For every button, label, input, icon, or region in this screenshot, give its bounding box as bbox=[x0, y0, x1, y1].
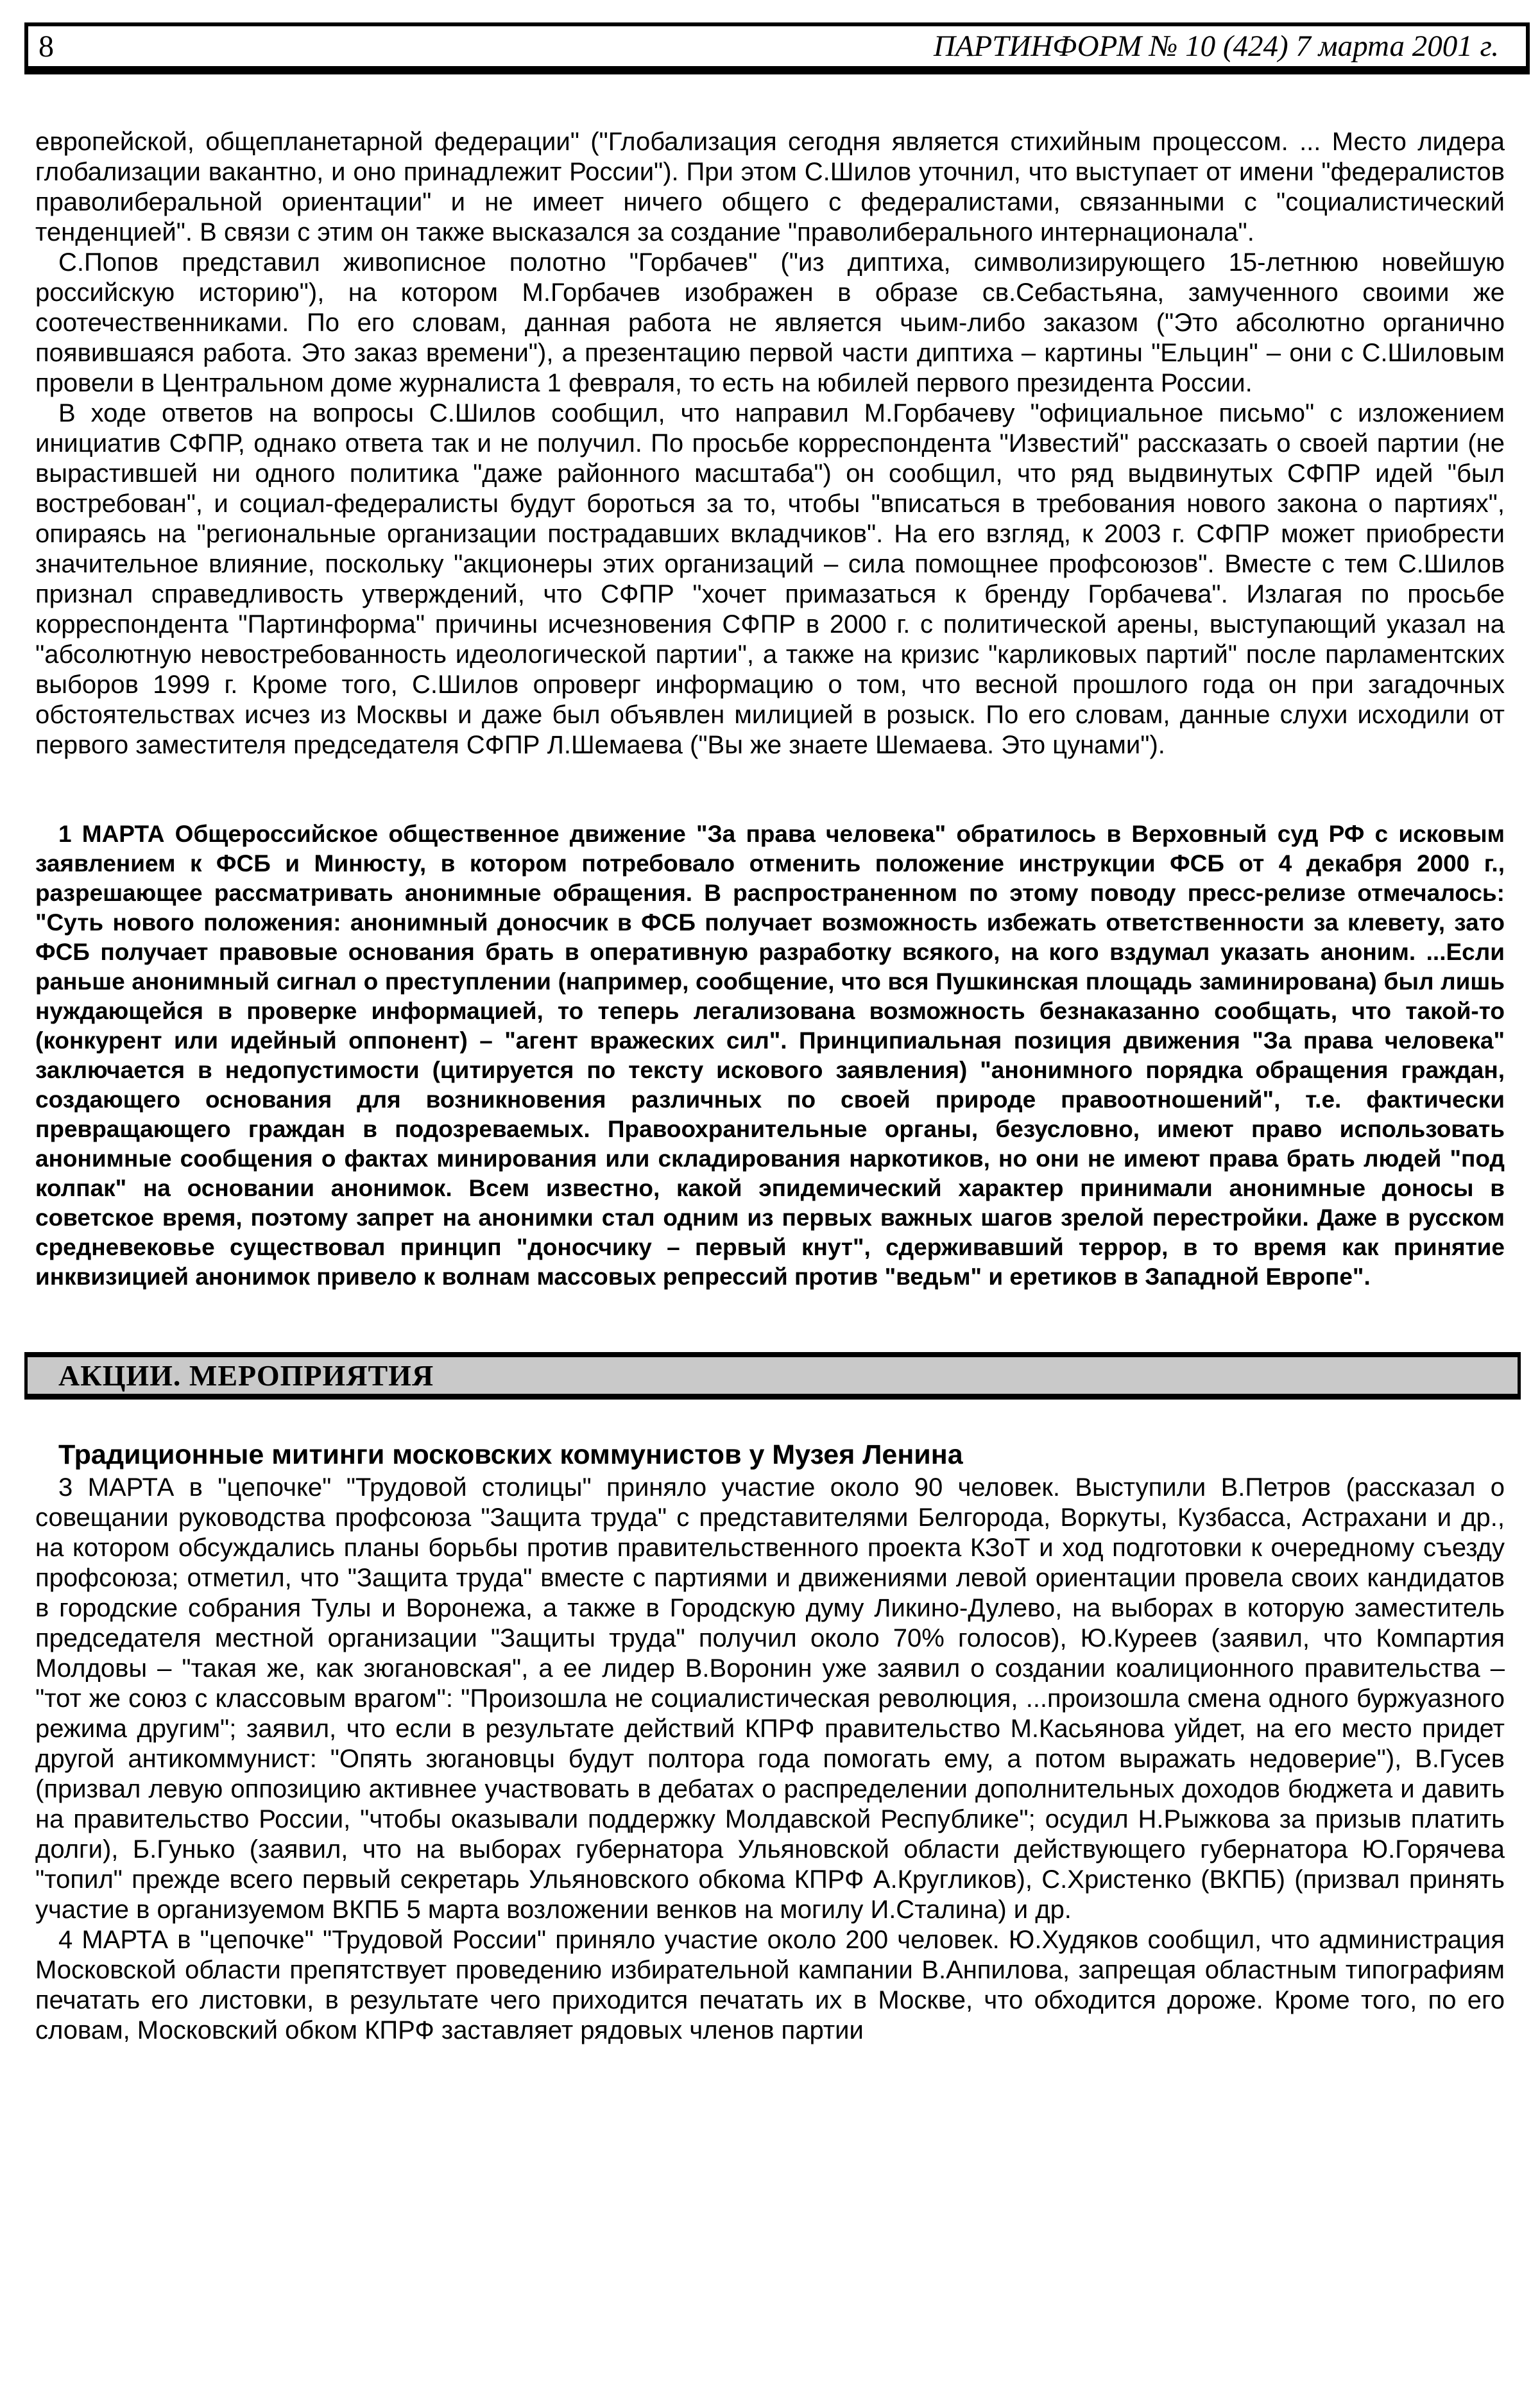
page-header bbox=[24, 22, 1530, 74]
body-paragraph: европейской, общепланетарной федерации" ("Глобализация сегодня является стихийным процессом. ... Место лидера глобализации вакантно, и оно принадлежит России"). При этом С.Шилов уточнил, что выступает от имени "федералистов праволиберальной ориентации" и не имеет ничего общего с федералистами, связанными с "социалистический тенденцией". В связи с этим он также высказался за создание "праволиберального интернационала". bbox=[35, 128, 1505, 246]
body-paragraph: С.Попов представил живописное полотно "Горбачев" ("из диптиха, символизирующего 15-летнюю новейшую российскую историю"), на котором М.Горбачев изображен в образе св.Себастьяна, замученного своими же соотечественниками. По его словам, данная работа не является чьим-либо заказом ("Это абсолютно органично появившаяся работа. Это заказ времени"), а презентацию первой части диптиха – картины "Ельцин" – они с С.Шиловым провели в Центральном доме журналиста 1 февраля, то есть на юбилей первого президента России. bbox=[35, 248, 1505, 397]
bold-news-item: 1 МАРТА Общероссийское общественное движение "За права человека" обратилось в Верховный суд РФ с исковым заявлением к ФСБ и Минюсту, в котором потребовало отменить положение инструкции ФСБ от 4 декабря 2000 г., разрешающее рассматривать анонимные обращения. В распространенном по этому поводу пресс-релизе отмечалось: "Суть нового положения: анонимный доносчик в ФСБ получает возможность избежать ответственности за клевету, зато ФСБ получает правовые основания брать в оперативную разработку всякого, на кого вздумал указать аноним. ...Если раньше анонимный сигнал о преступлении (например, сообщение, что вся Пушкинская площадь заминирована) был лишь нуждающейся в проверке информацией, то теперь легализована возможность безнаказанно сообщать, что такой-то (конкурент или идейный оппонент) – "агент вражеских сил". Принципиальная позиция движения "За права человека" заключается в недопустимости (цитируется по тексту искового заявления) "анонимного порядка обращения граждан, создающего основания для возникновения различных по своей природе правоотношений", т.е. фактически превращающего граждан в подозреваемых. Правоохранительные органы, безусловно, имеют право использовать анонимные сообщения о фактах минирования или складирования наркотиков, но они не имеют права брать людей "под колпак" на основании анонимок. Всем известно, какой эпидемический характер принимали анонимные доносы в советское время, поэтому запрет на анонимки стал одним из первых важных шагов зрелой перестройки. Даже в русском средневековье существовал принцип "доносчику – первый кнут", сдерживавший террор, в то время как принятие инквизицией анонимок привело к волнам массовых репрессий против "ведьм" и еретиков в Западной Европе". bbox=[35, 821, 1505, 1290]
page-number: 8 bbox=[38, 29, 54, 64]
issue-title: ПАРТИНФОРМ № 10 (424) 7 марта 2001 г. bbox=[933, 30, 1499, 63]
section-title: АКЦИИ. МЕРОПРИЯТИЯ bbox=[58, 1359, 434, 1392]
body-paragraph: В ходе ответов на вопросы С.Шилов сообщил, что направил М.Горбачеву "официальное письмо" с изложением инициатив СФПР, однако ответа так и не получил. По просьбе корреспондента "Известий" рассказать о своей партии (не вырастившей ни одного политика "даже районного масштаба") он сообщил, что ряд выдвинутых СФПР идей "был востребован", и социал-федералисты будут бороться за то, чтобы "вписаться в требования нового закона о партиях", опираясь на "региональные организации пострадавших вкладчиков". На его взгляд, к 2003 г. СФПР может приобрести значительное влияние, поскольку "акционеры этих организаций – сила помощнее профсоюзов". Вместе с тем С.Шилов признал справедливость утверждений, что СФПР "хочет примазаться к бренду Горбачева". Излагая по просьбе корреспондента "Партинформа" причины исчезновения СФПР в 2000 г. с политической арены, выступающий указал на "абсолютную невостребованность идеологической партии", а также на кризис "карликовых партий" после парламентских выборов 1999 г. Кроме того, С.Шилов опроверг информацию о том, что весной прошлого года он при загадочных обстоятельствах исчез из Москвы и даже был объявлен милицией в розыск. По его словам, данные слухи исходили от первого заместителя председателя СФПР Л.Шемаева ("Вы же знаете Шемаева. Это цунами"). bbox=[35, 399, 1505, 759]
article-heading: Традиционные митинги московских коммунистов у Музея Ленина bbox=[58, 1439, 963, 1470]
main-text-column bbox=[35, 127, 1505, 2046]
section-header-bar bbox=[24, 1352, 1521, 1400]
article-paragraph: 3 МАРТА в "цепочке" "Трудовой столицы" приняло участие около 90 человек. Выступили В.Петров (рассказал о совещании руководства профсоюза "Защита труда" с представителями Белгорода, Воркуты, Кузбасса, Астрахани и др., на котором обсуждались планы борьбы против правительственного проекта КЗоТ и ход подготовки к очередному съезду профсоюза; отметил, что "Защита труда" вместе с партиями и движениями левой ориентации провела своих кандидатов в городские собрания Тулы и Воронежа, а также в Городскую думу Ликино-Дулево, на выборах в которую заместитель председателя местной организации "Защиты труда" получил около 70% голосов), Ю.Куреев (заявил, что Компартия Молдовы – "такая же, как зюгановская", а ее лидер В.Воронин уже заявил о создании коалиционного правительства – "тот же союз с классовым врагом": "Произошла не социалистическая революция, ...произошла смена одного буржуазного режима другим"; заявил, что если в результате действий КПРФ правительство М.Касьянова уйдет, на его место придет другой антикоммунист: "Опять зюгановцы будут полтора года помогать ему, а потом выражать недоверие"), В.Гусев (призвал левую оппозицию активнее участвовать в дебатах о распределении дополнительных доходов бюджета и давить на правительство России, "чтобы оказывали поддержку Молдавской Республике"; осудил Н.Рыжкова за призыв платить долги), Б.Гунько (заявил, что на выборах губернатора Ульяновской области действующего губернатора Ю.Горячева "топил" прежде всего первый секретарь Ульяновского обкома КПРФ А.Кругликов), С.Христенко (ВКПБ) (призвал принять участие в организуемом ВКПБ 5 марта возложении венков на могилу И.Сталина) и др. bbox=[35, 1473, 1505, 1924]
article-paragraph: 4 МАРТА в "цепочке" "Трудовой России" приняло участие около 200 человек. Ю.Худяков сообщил, что администрация Московской области препятствует проведению избирательной кампании В.Анпилова, запрещая областным типографиям печатать его листовки, в результате чего приходится печатать их в Москве, что обходится дороже. Кроме того, по его словам, Московский обком КПРФ заставляет рядовых членов партии bbox=[35, 1926, 1505, 2044]
